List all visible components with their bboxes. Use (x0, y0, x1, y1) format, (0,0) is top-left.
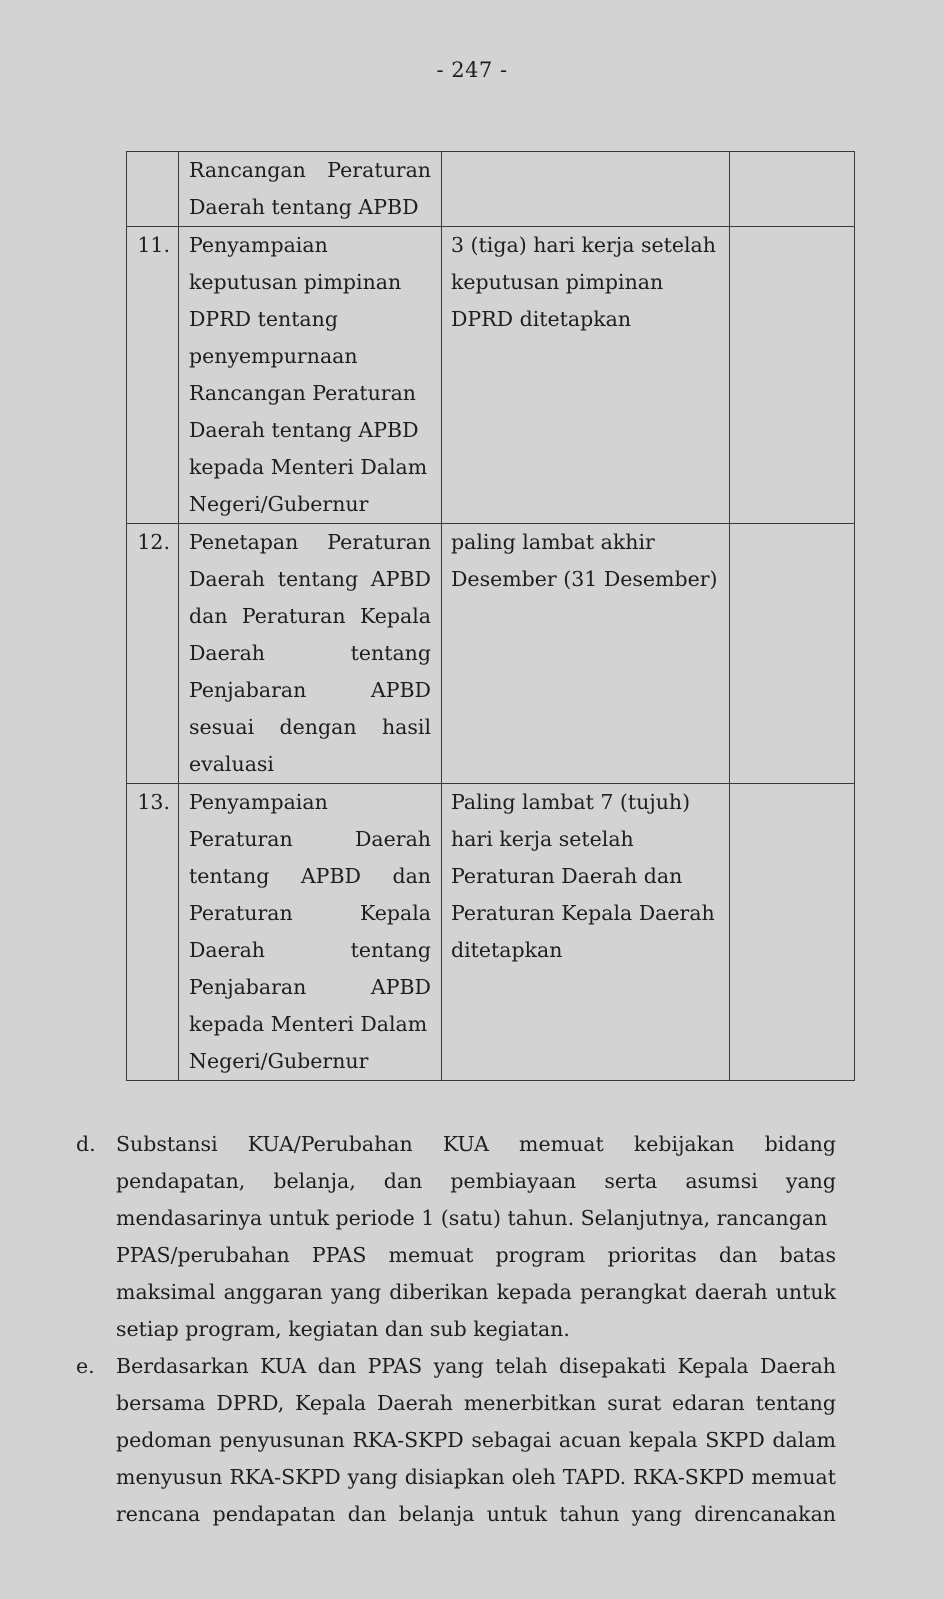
activity-line: Daerah tentang APBD (189, 567, 431, 591)
activity-line: Daerah tentang APBD (189, 195, 419, 219)
activity-line: Peraturan Kepala (189, 901, 431, 925)
activity-line: DPRD tentang (189, 307, 338, 331)
table-row (127, 227, 855, 524)
deadline-line: ditetapkan (451, 938, 563, 962)
activity-cell (179, 524, 442, 784)
paragraph-line: Berdasarkan KUA dan PPAS yang telah disepakati Kepala Daerah (116, 1354, 836, 1378)
activity-line: Daerah tentang APBD (189, 418, 419, 442)
list-letter: d. (76, 1132, 96, 1156)
deadline-line: Desember (31 Desember) (451, 567, 718, 591)
activity-line: Penyampaian (189, 790, 328, 814)
row-number: 13. (127, 784, 179, 1081)
deadline-cell (442, 227, 730, 524)
table-row (127, 152, 855, 227)
activity-line: Rancangan Peraturan (189, 381, 416, 405)
table-row (127, 784, 855, 1081)
activity-line: Penjabaran APBD (189, 975, 431, 999)
deadline-cell (442, 784, 730, 1081)
deadline-line: DPRD ditetapkan (451, 307, 632, 331)
activity-line: Rancangan Peraturan (189, 158, 431, 182)
paragraph-line: PPAS/perubahan PPAS memuat program prioritas dan batas (116, 1243, 836, 1267)
paragraph-line: rencana pendapatan dan belanja untuk tahun yang direncanakan (116, 1502, 836, 1526)
activity-line: Penetapan Peraturan (189, 530, 431, 554)
list-letter: e. (76, 1354, 95, 1378)
paragraph-line: pendapatan, belanja, dan pembiayaan serta asumsi yang (116, 1169, 836, 1193)
deadline-line: hari kerja setelah (451, 827, 634, 851)
remarks-cell (730, 227, 855, 524)
activity-line: Negeri/Gubernur (189, 492, 369, 516)
paragraph-line: pedoman penyusunan RKA-SKPD sebagai acuan kepala SKPD dalam (116, 1428, 836, 1452)
activity-line: Negeri/Gubernur (189, 1049, 369, 1073)
activity-line: dan Peraturan Kepala (189, 604, 431, 628)
remarks-cell (730, 152, 855, 227)
body-paragraphs (76, 1126, 836, 1533)
paragraph-line: mendasarinya untuk periode 1 (satu) tahun. Selanjutnya, rancangan (116, 1206, 828, 1230)
row-number: 11. (127, 227, 179, 524)
list-item (76, 1348, 836, 1533)
deadline-cell (442, 152, 730, 227)
schedule-table-body (127, 152, 855, 1081)
activity-line: tentang APBD dan (189, 864, 431, 888)
schedule-table (126, 151, 855, 1081)
deadline-line: 3 (tiga) hari kerja setelah (451, 233, 716, 257)
activity-line: penyempurnaan (189, 344, 358, 368)
deadline-line: paling lambat akhir (451, 530, 655, 554)
deadline-line: Paling lambat 7 (tujuh) (451, 790, 691, 814)
deadline-line: Peraturan Kepala Daerah (451, 901, 715, 925)
activity-line: kepada Menteri Dalam (189, 1012, 428, 1036)
list-item (76, 1126, 836, 1348)
deadline-line: Peraturan Daerah dan (451, 864, 683, 888)
deadline-cell (442, 524, 730, 784)
paragraph-line: bersama DPRD, Kepala Daerah menerbitkan surat edaran tentang (116, 1391, 836, 1415)
activity-cell (179, 784, 442, 1081)
activity-cell (179, 152, 442, 227)
paragraph-line: Substansi KUA/Perubahan KUA memuat kebijakan bidang (116, 1132, 836, 1156)
remarks-cell (730, 524, 855, 784)
activity-line: Daerah tentang (189, 938, 431, 962)
paragraph-line: setiap program, kegiatan dan sub kegiatan. (116, 1317, 570, 1341)
deadline-line: keputusan pimpinan (451, 270, 664, 294)
activity-line: evaluasi (189, 752, 274, 776)
activity-line: kepada Menteri Dalam (189, 455, 428, 479)
paragraph-line: menyusun RKA-SKPD yang disiapkan oleh TAPD. RKA-SKPD memuat (116, 1465, 836, 1489)
paragraph-line: maksimal anggaran yang diberikan kepada perangkat daerah untuk (116, 1280, 836, 1304)
remarks-cell (730, 784, 855, 1081)
activity-line: Daerah tentang (189, 641, 431, 665)
page-number: - 247 - (436, 58, 508, 82)
activity-cell (179, 227, 442, 524)
row-number: 12. (127, 524, 179, 784)
row-number (127, 152, 179, 227)
activity-line: keputusan pimpinan (189, 270, 402, 294)
activity-line: Penjabaran APBD (189, 678, 431, 702)
activity-line: Penyampaian (189, 233, 328, 257)
activity-line: Peraturan Daerah (189, 827, 431, 851)
table-row (127, 524, 855, 784)
activity-line: sesuai dengan hasil (189, 715, 431, 739)
